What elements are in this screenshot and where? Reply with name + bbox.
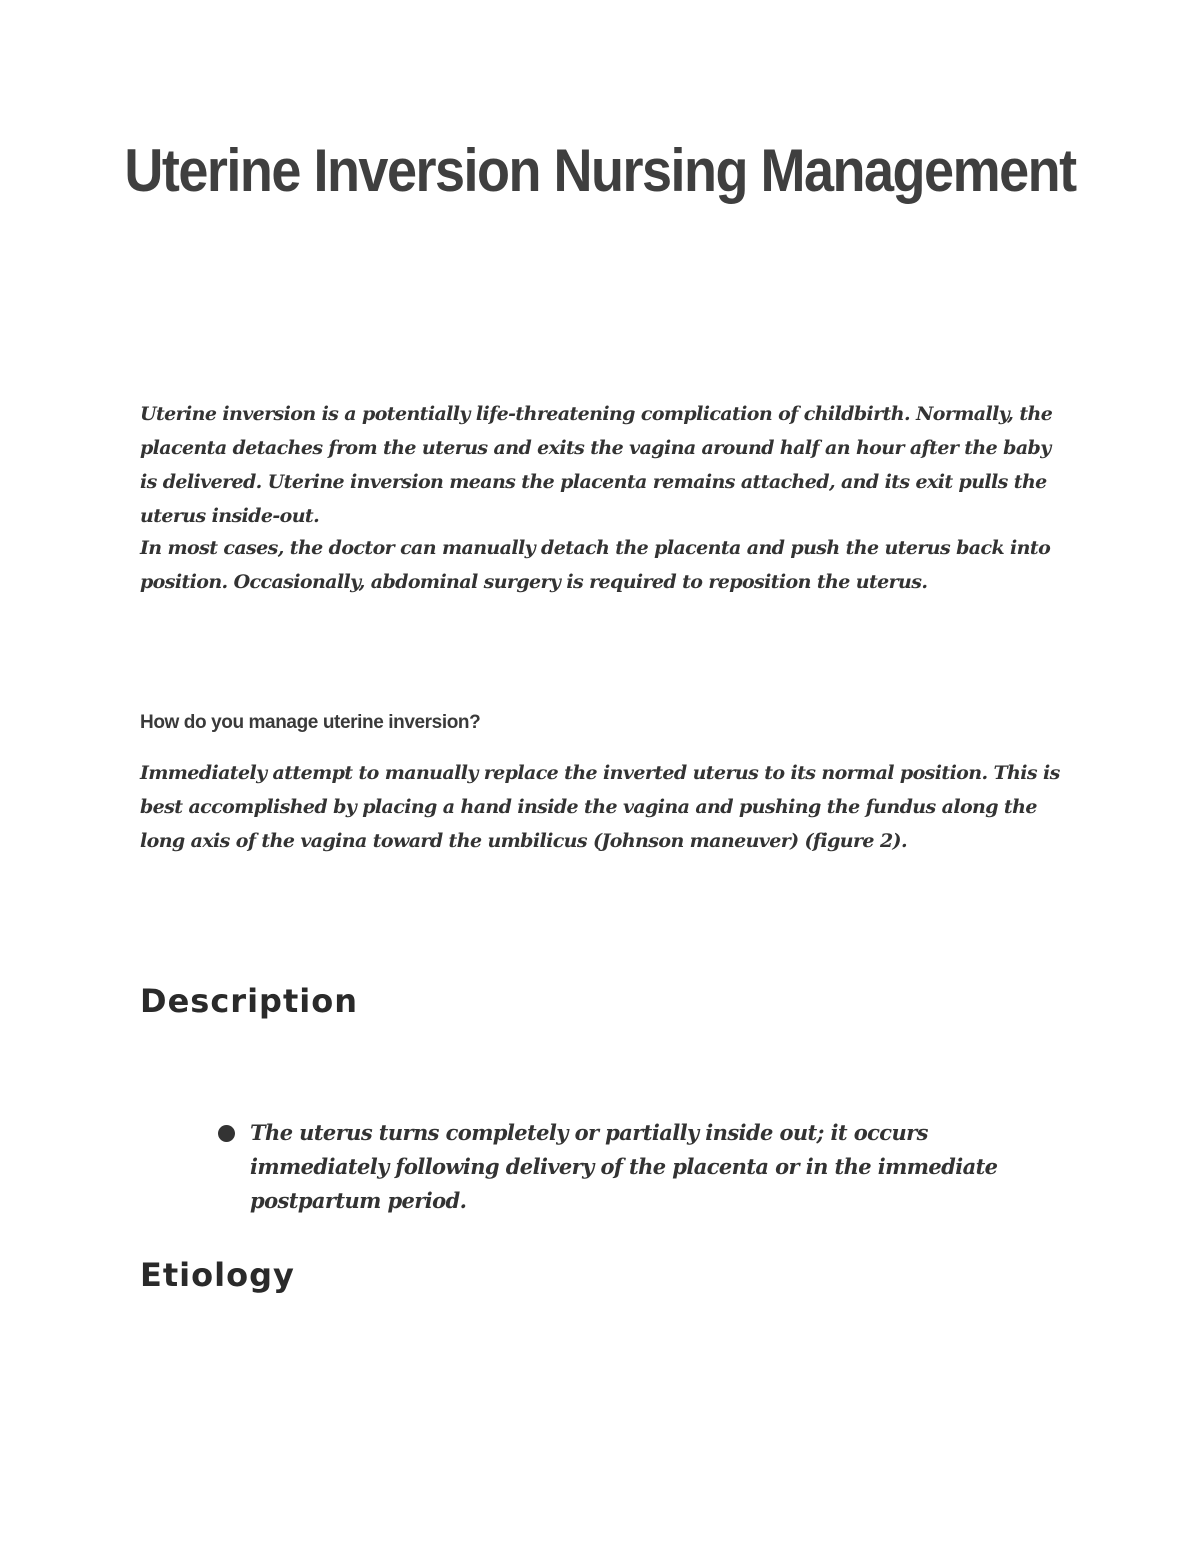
description-bullet-list [218, 1116, 1018, 1218]
section-heading-description: Description [140, 982, 358, 1020]
intro-paragraph: In most cases, the doctor can manually detach the placenta and push the uterus back into position. Occasionally, abdominal surgery is required to reposition the uterus. [140, 537, 1051, 593]
question-heading: How do you manage uterine inversion? [140, 712, 481, 733]
document-title: Uterine Inversion Nursing Management [124, 137, 1076, 205]
question-answer: Immediately attempt to manually replace the inverted uterus to its normal position. This is best accomplished by placing a hand inside the vagina and pushing the fundus along the long axis of the vagina toward the umbilicus (Johnson maneuver) (figure 2). [140, 762, 1060, 852]
list-item-text: The uterus turns completely or partially inside out; it occurs immediately following delivery of the placenta or in the immediate postpartum period. [250, 1120, 998, 1213]
list-item [218, 1116, 1018, 1218]
bullet-icon [218, 1125, 235, 1142]
intro-paragraph: Uterine inversion is a potentially life-threatening complication of childbirth. Normally, the placenta detaches from the uterus and exits the vagina around half an hour after the baby is delivered. Uterine inversion means the placenta remains attached, and its exit pulls the uterus inside-out. [140, 403, 1053, 527]
section-heading-etiology: Etiology [140, 1256, 295, 1294]
